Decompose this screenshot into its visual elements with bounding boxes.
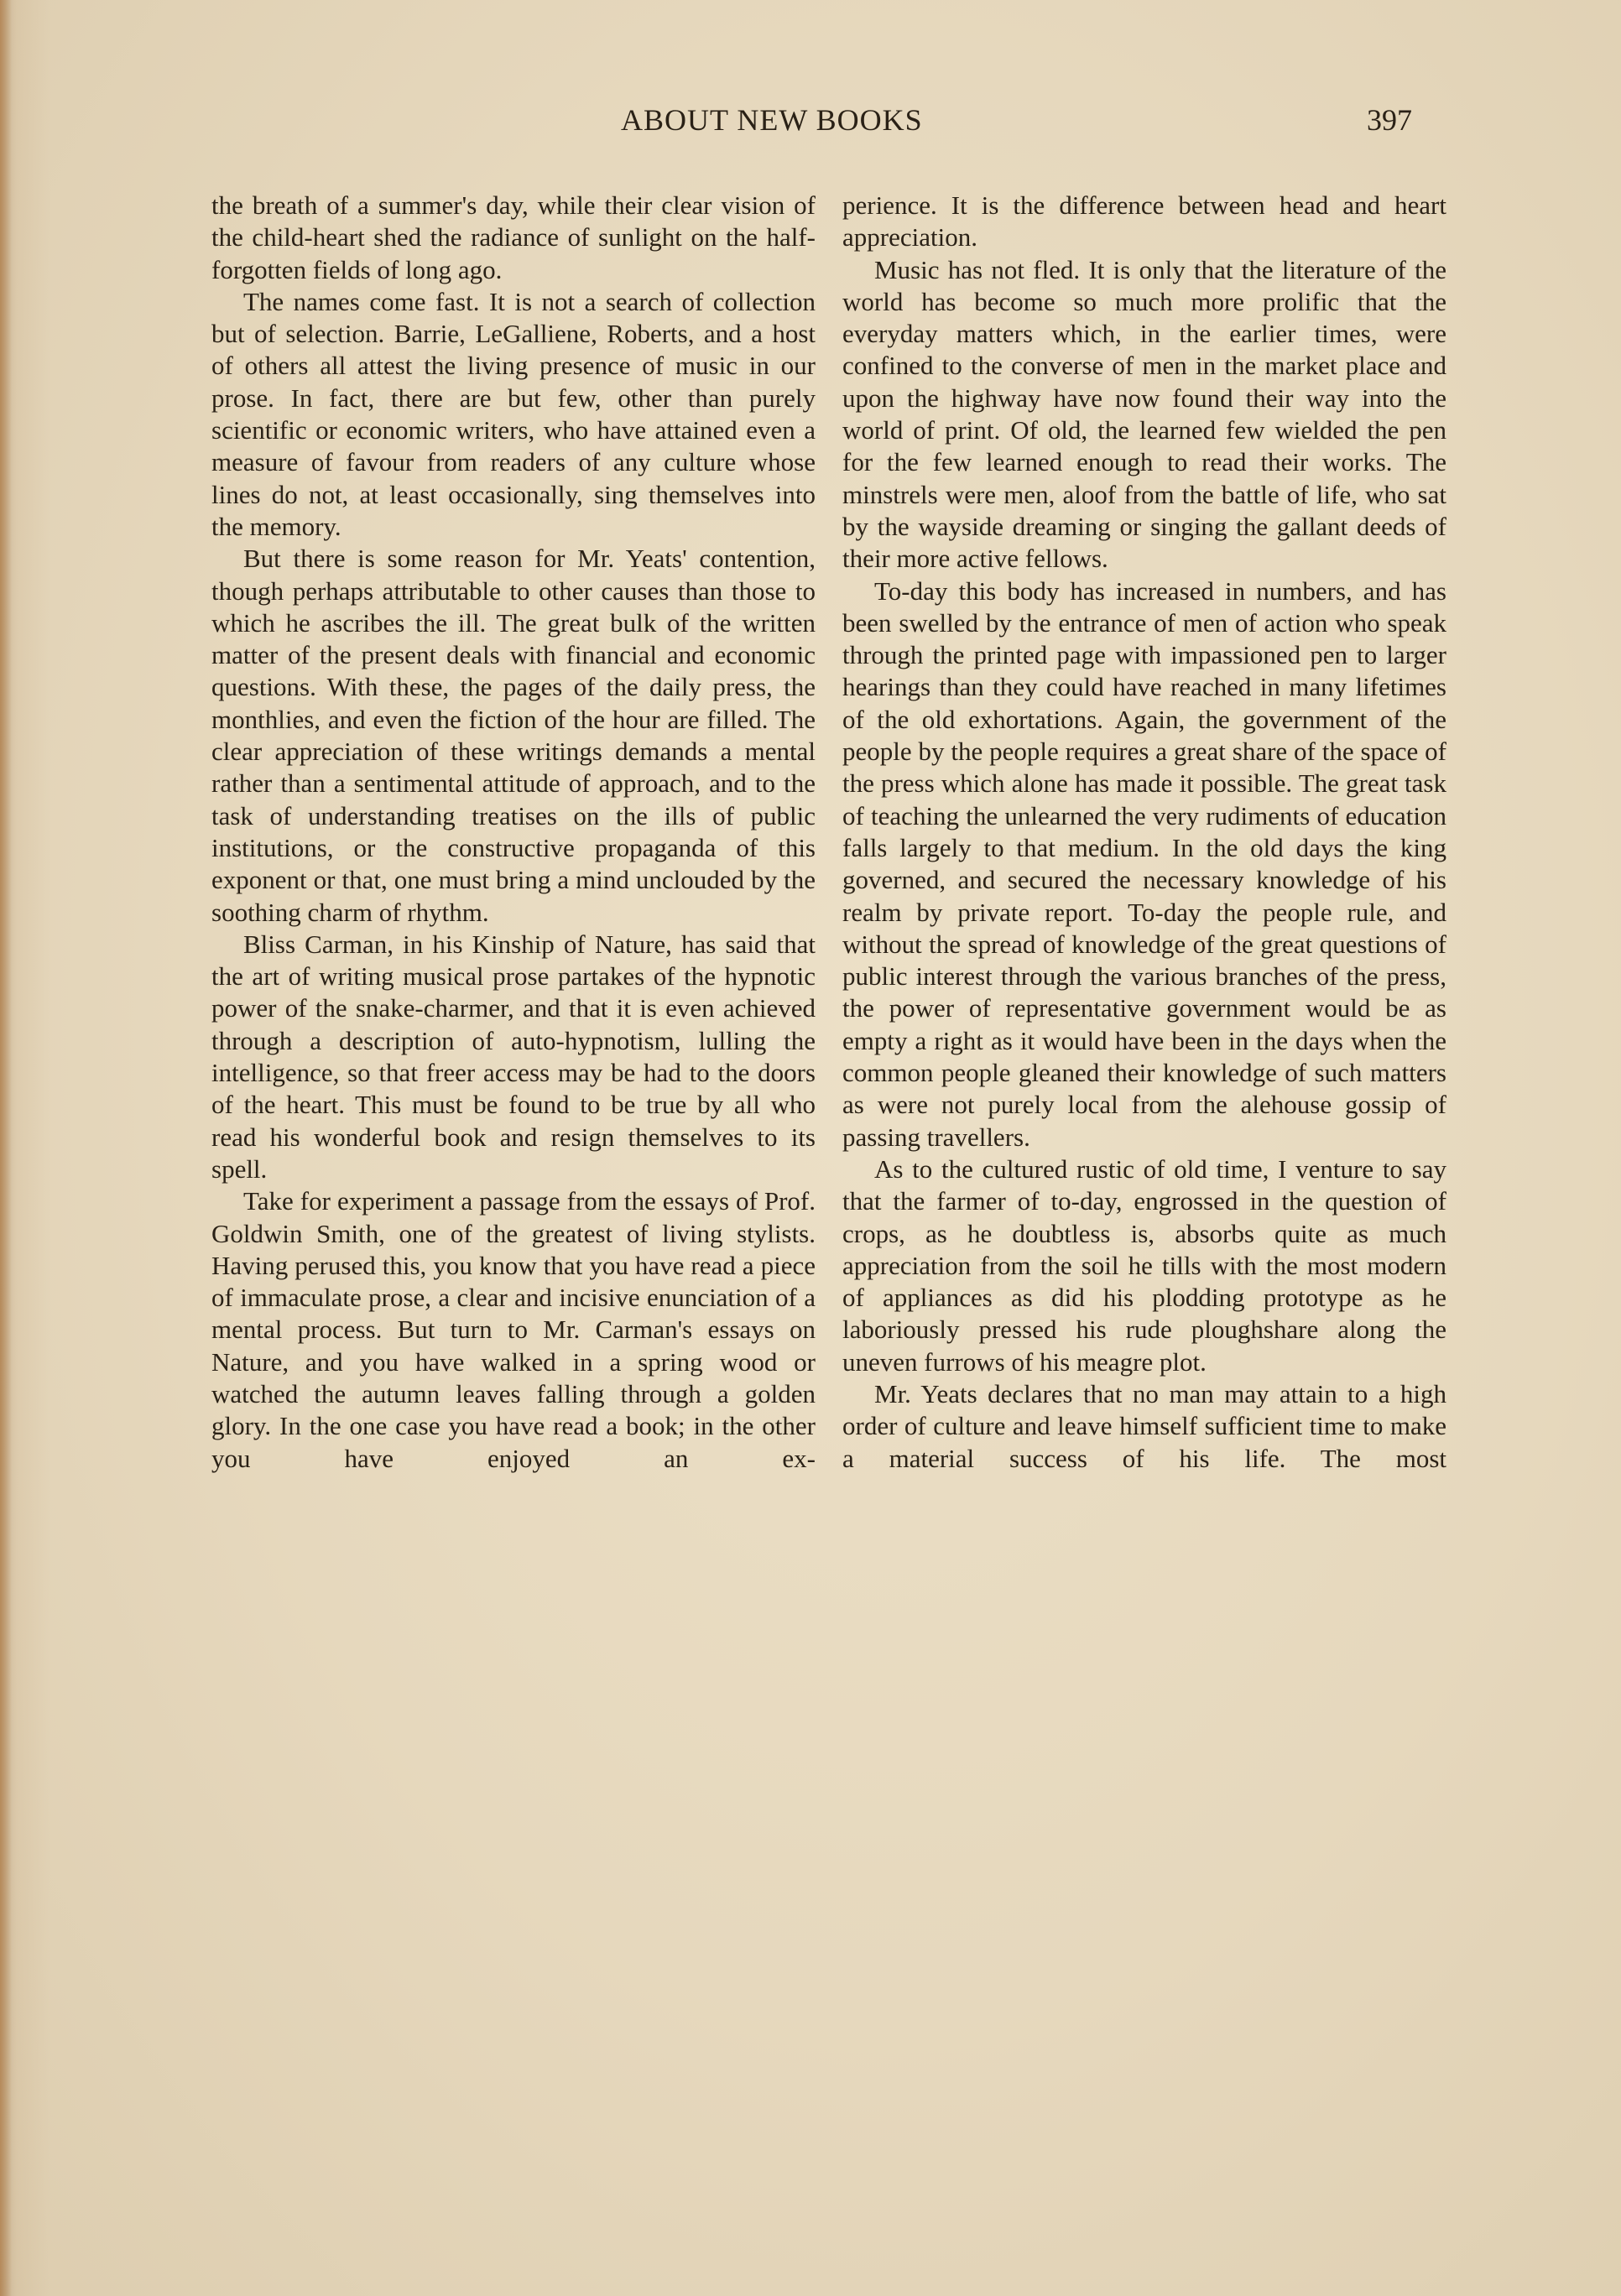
paragraph: Take for experiment a passage from the essays of Prof. Goldwin Smith, one of the greatest of living stylists. Having perused this, you know that you have read a piece of immaculate prose, a clear and incisive enunciation of a mental process. But turn to Mr. Carman's essays on Nature, and you have walked in a spring wood or watched the autumn leaves falling through a golden glory. In the one case you have read a book; in the other you have enjoyed an ex- (211, 1186, 816, 1473)
paragraph: As to the cultured rustic of old time, I venture to say that the farmer of to-day, engrossed in the question of crops, as he doubtless is, absorbs quite as much appreciation from the soil he tills with the most modern of appliances as did his plodding prototype as he laboriously pressed his rude ploughshare along the uneven furrows of his meagre plot. (842, 1153, 1446, 1377)
running-title: ABOUT NEW BOOKS (621, 103, 923, 137)
right-column (842, 190, 1446, 1475)
paragraph: The names come fast. It is not a search of collection but of selection. Barrie, LeGalliene, Roberts, and a host of others all attest the living presence of music in our prose. In fact, there are but few, other than purely scientific or economic writers, who have attained even a measure of favour from readers of any culture whose lines do not, at least occasionally, sing themselves into the memory. (211, 286, 816, 541)
page-header (0, 102, 1621, 149)
book-spine-shadow (0, 0, 12, 2296)
paragraph: To-day this body has increased in numbers, and has been swelled by the entrance of men of action who speak through the printed page with impassioned pen to larger hearings than they could have reached in many lifetimes of the old exhortations. Again, the government of the people by the people requires a great share of the space of the press which alone has made it possible. The great task of teaching the unlearned the very rudiments of education falls largely to that medium. In the old days the king governed, and secured the necessary knowledge of his realm by private report. To-day the people rule, and without the spread of knowledge of the great questions of public interest through the various branches of the press, the power of representative government would be as empty a right as it would have been in the days when the common people gleaned their knowledge of such matters as were not purely local from the alehouse gossip of passing travellers. (842, 575, 1446, 1152)
left-column (211, 190, 816, 1475)
paragraph: But there is some reason for Mr. Yeats' contention, though perhaps attributable to other causes than those to which he ascribes the ill. The great bulk of the written matter of the present deals with financial and economic questions. With these, the pages of the daily press, the monthlies, and even the fiction of the hour are filled. The clear appreciation of these writings demands a mental rather than a sentimental attitude of approach, and to the task of understanding treatises on the ills of public institutions, or the constructive propaganda of this exponent or that, one must bring a mind unclouded by the soothing charm of rhythm. (211, 544, 816, 927)
paragraph: Music has not fled. It is only that the literature of the world has become so much more prolific that the everyday matters which, in the earlier times, were confined to the converse of men in the market place and upon the highway have now found their way into the world of print. Of old, the learned few wielded the pen for the few learned enough to read their works. The minstrels were men, aloof from the battle of life, who sat by the wayside dreaming or singing the gallant deeds of their more active fellows. (842, 254, 1446, 574)
paragraph: perience. It is the difference between head and heart appreciation. (842, 190, 1446, 253)
paragraph: Mr. Yeats declares that no man may attain to a high order of culture and leave himself sufficient time to make a material success of his life. The most (842, 1378, 1446, 1473)
paragraph: the breath of a summer's day, while their clear vision of the child-heart shed the radiance of sunlight on the half-forgotten fields of long ago. (211, 190, 816, 284)
paragraph: Bliss Carman, in his Kinship of Nature, has said that the art of writing musical prose partakes of the hypnotic power of the snake-charmer, and that it is even achieved through a description of auto-hypnotism, lulling the intelligence, so that freer access may be had to the doors of the heart. This must be found to be true by all who read his wonderful book and resign themselves to its spell. (211, 929, 816, 1184)
page-number: 397 (1367, 103, 1412, 137)
